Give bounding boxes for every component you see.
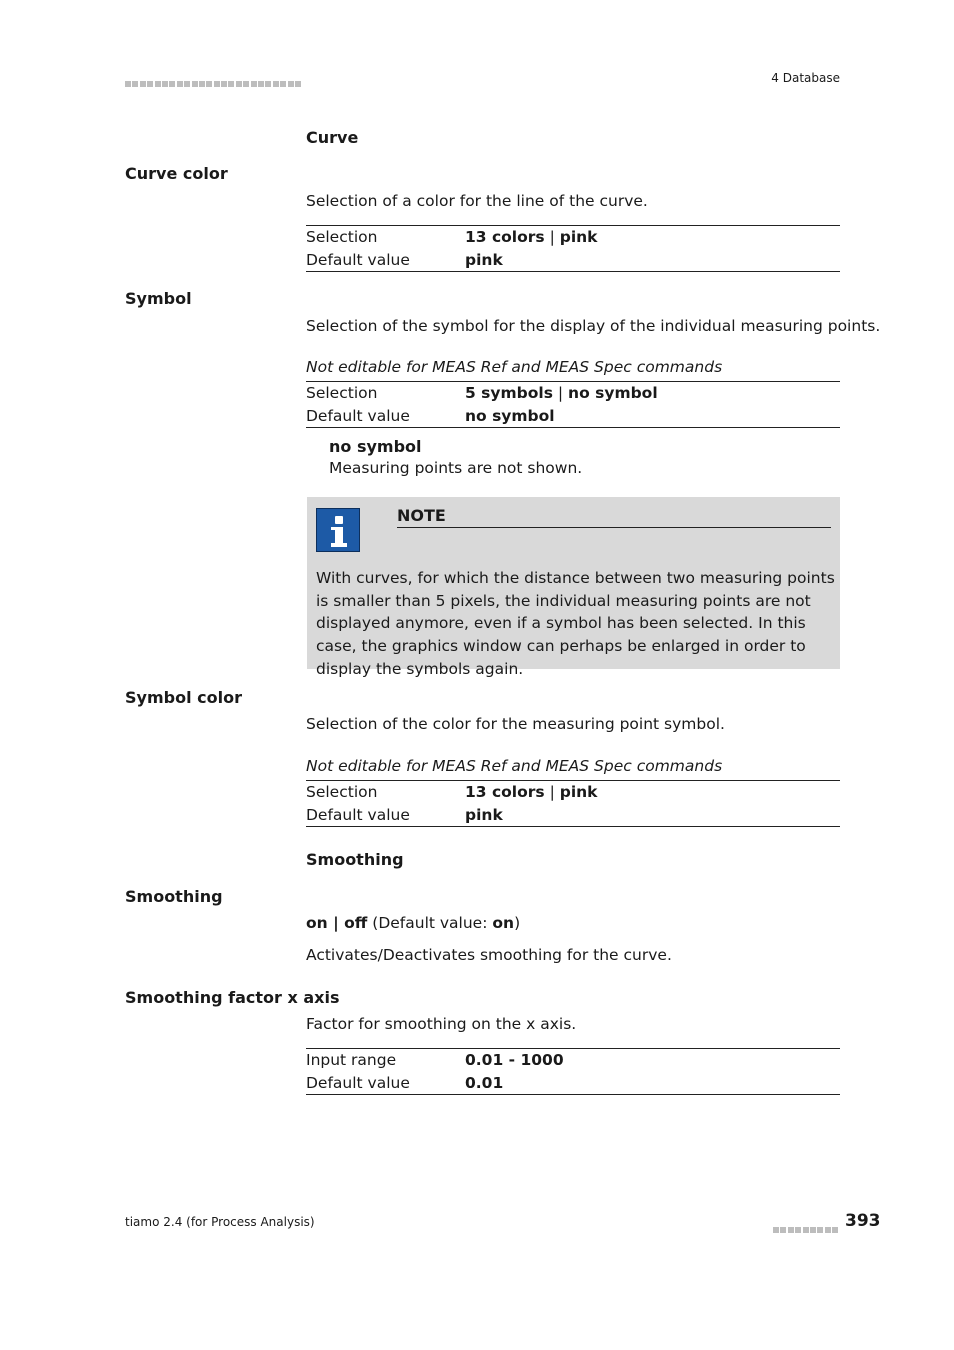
footer-product: tiamo 2.4 (for Process Analysis)	[125, 1215, 315, 1229]
note-title: NOTE	[397, 506, 831, 528]
section-heading-smoothing: Smoothing	[306, 850, 404, 869]
page-number: 393	[845, 1211, 881, 1231]
symbol-color-description: Selection of the color for the measuring point symbol.	[306, 715, 725, 733]
term-curve-color: Curve color	[125, 164, 228, 183]
table-row	[306, 781, 840, 804]
symbol-description: Selection of the symbol for the display of the individual measuring points.	[306, 317, 881, 335]
row-key: Selection	[306, 783, 378, 801]
row-value: pink	[465, 805, 503, 824]
row-value: 0.01 - 1000	[465, 1051, 564, 1069]
row-key: Input range	[306, 1051, 397, 1069]
info-icon	[316, 508, 360, 552]
row-value: pink	[465, 250, 503, 269]
row-value: 0.01	[465, 1073, 504, 1092]
note-text: With curves, for which the distance between two measuring points is smaller than 5 pixels, the individual measuring points are not displayed anymore, even if a symbol has been selected. In this case, the graphics window can perhaps be enlarged in order to display the symbols again.	[316, 569, 835, 678]
term-symbol-color: Symbol color	[125, 688, 242, 707]
term-smoothing: Smoothing	[125, 887, 223, 906]
row-value: 13 colors | pink	[465, 228, 598, 246]
row-key: Default value	[306, 406, 410, 425]
smoothing-factor-description: Factor for smoothing on the x axis.	[306, 1015, 577, 1033]
term-symbol: Symbol	[125, 289, 192, 308]
table-row	[306, 249, 840, 272]
curve-color-table	[306, 225, 840, 272]
symbol-color-table	[306, 780, 840, 827]
row-key: Selection	[306, 228, 378, 246]
table-row	[306, 226, 840, 249]
symbol-color-restriction: Not editable for MEAS Ref and MEAS Spec commands	[306, 757, 723, 775]
table-row	[306, 1049, 840, 1072]
section-heading-curve: Curve	[306, 128, 359, 147]
table-row	[306, 382, 840, 405]
smoothing-description: Activates/Deactivates smoothing for the curve.	[306, 946, 672, 964]
row-key: Default value	[306, 1073, 410, 1092]
row-value: 13 colors | pink	[465, 783, 598, 801]
option-desc-no-symbol: Measuring points are not shown.	[329, 459, 583, 477]
table-row	[306, 405, 840, 428]
chapter-title: 4 Database	[771, 71, 840, 85]
table-row	[306, 1072, 840, 1095]
symbol-restriction: Not editable for MEAS Ref and MEAS Spec commands	[306, 358, 723, 376]
row-key: Default value	[306, 250, 410, 269]
row-key: Selection	[306, 384, 378, 402]
table-row	[306, 804, 840, 827]
header-decoration	[125, 72, 307, 80]
smoothing-options: on | off (Default value: on)	[306, 914, 521, 932]
symbol-table	[306, 381, 840, 428]
row-key: Default value	[306, 805, 410, 824]
row-value: no symbol	[465, 406, 555, 425]
curve-color-description: Selection of a color for the line of the curve.	[306, 192, 648, 210]
option-name-no-symbol: no symbol	[329, 437, 422, 456]
row-value: 5 symbols | no symbol	[465, 384, 658, 402]
smoothing-factor-table	[306, 1048, 840, 1095]
footer-decoration	[773, 1218, 843, 1226]
term-smoothing-factor: Smoothing factor x axis	[125, 988, 340, 1007]
